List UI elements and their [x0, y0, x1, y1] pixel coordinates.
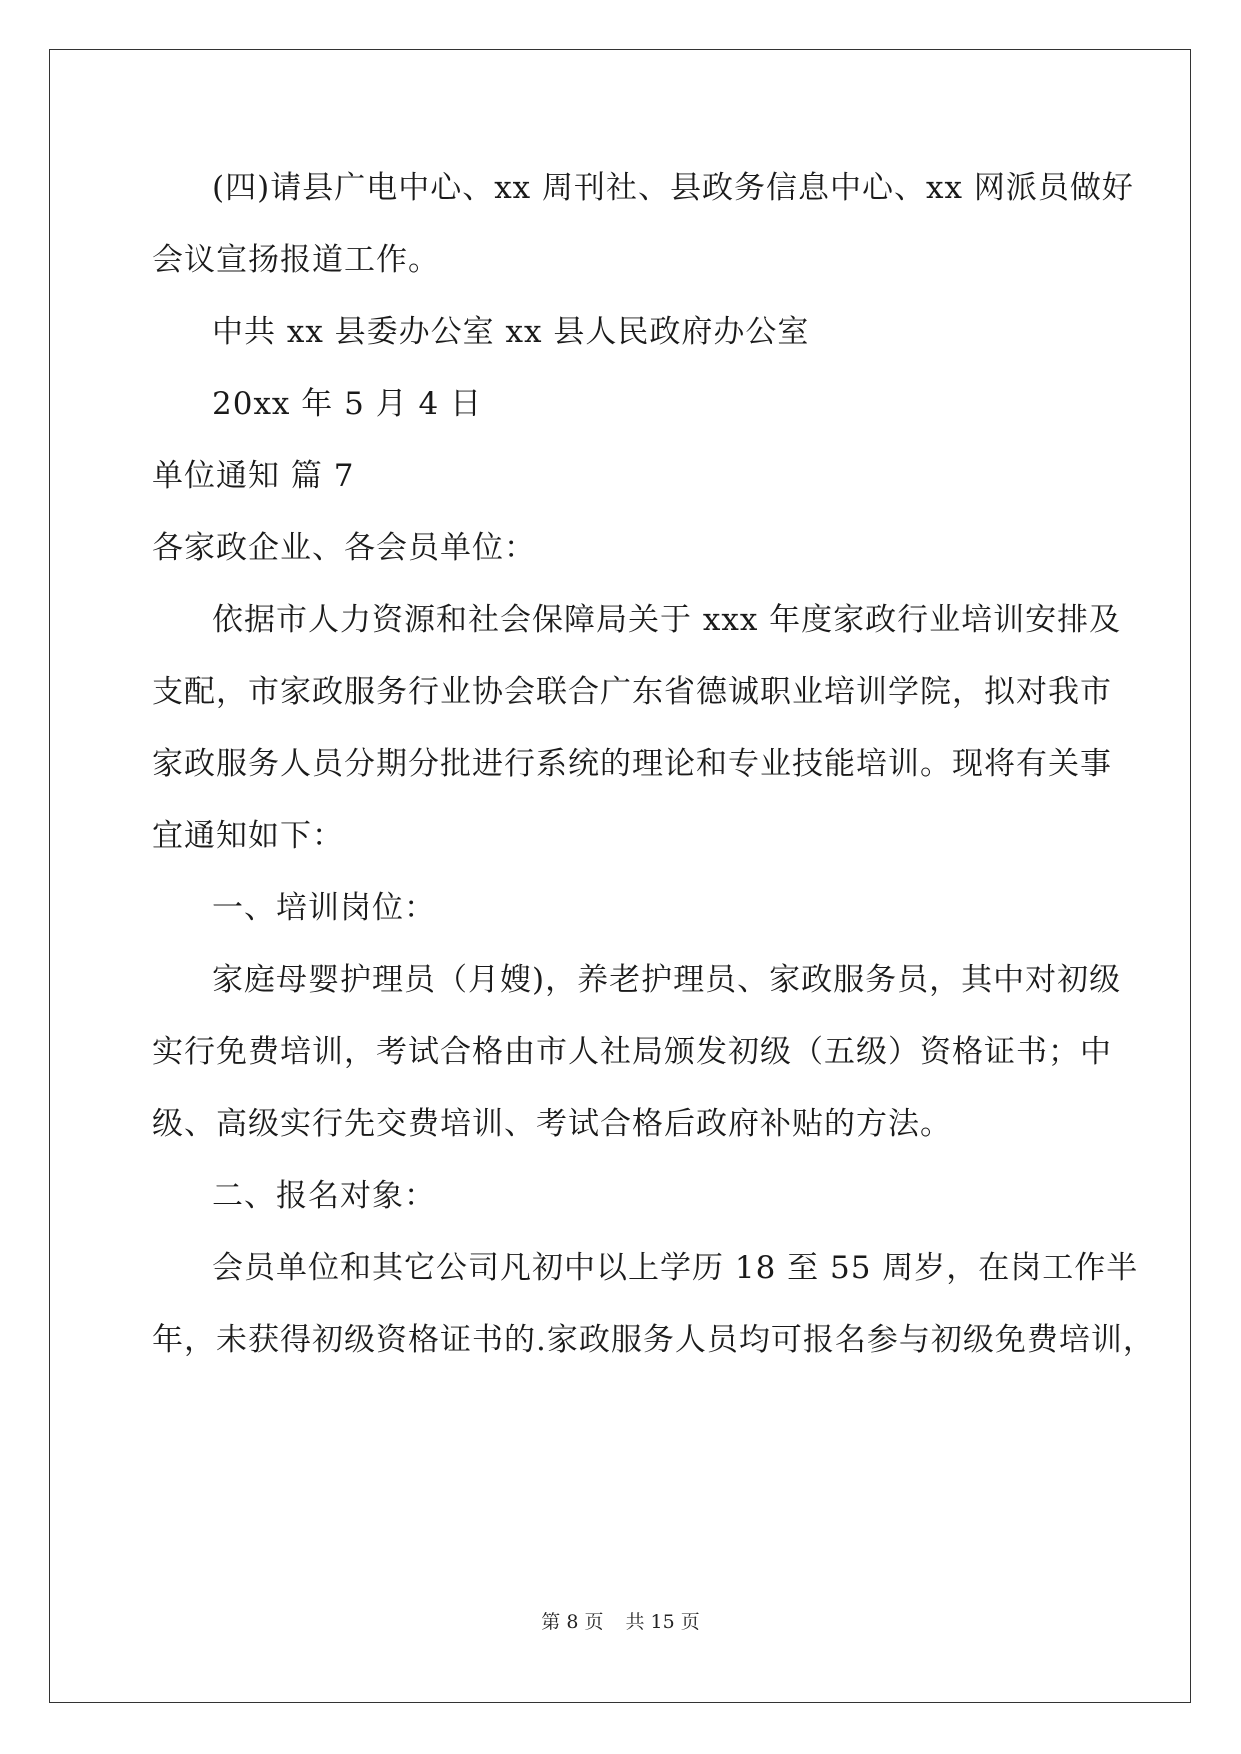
page-number: 第 8 页	[541, 1611, 604, 1633]
paragraph-line: 家政服务人员分期分批进行系统的理论和专业技能培训。现将有关事	[152, 746, 1112, 782]
paragraph-line: 家庭母婴护理员（月嫂)，养老护理员、家政服务员，其中对初级	[212, 962, 1122, 998]
paragraph-line: 宜通知如下：	[152, 818, 344, 854]
page-total: 共 15 页	[625, 1611, 700, 1633]
paragraph-line: 实行免费培训，考试合格由市人社局颁发初级（五级）资格证书；中	[152, 1034, 1112, 1070]
paragraph-line: 级、高级实行先交费培训、考试合格后政府补贴的方法。	[152, 1106, 952, 1142]
salutation: 各家政企业、各会员单位：	[152, 530, 536, 566]
date-line: 20xx 年 5 月 4 日	[212, 386, 483, 422]
paragraph-line: (四)请县广电中心、xx 周刊社、县政务信息中心、xx 网派员做好	[212, 170, 1134, 206]
subheading: 二、报名对象：	[212, 1178, 436, 1214]
page-footer	[0, 1610, 1241, 1634]
paragraph-line: 支配，市家政服务行业协会联合广东省德诚职业培训学院，拟对我市	[152, 674, 1112, 710]
signature-org-line: 中共 xx 县委办公室 xx 县人民政府办公室	[212, 314, 810, 350]
paragraph-line: 年，未获得初级资格证书的.家政服务人员均可报名参与初级免费培训，	[152, 1322, 1155, 1358]
subheading: 一、培训岗位：	[212, 890, 436, 926]
paragraph-line: 会议宣扬报道工作。	[152, 242, 440, 278]
paragraph-line: 依据市人力资源和社会保障局关于 xxx 年度家政行业培训安排及	[212, 602, 1122, 638]
page-border	[49, 49, 1191, 1703]
section-heading: 单位通知 篇 7	[152, 458, 355, 494]
paragraph-line: 会员单位和其它公司凡初中以上学历 18 至 55 周岁，在岗工作半	[212, 1250, 1139, 1286]
